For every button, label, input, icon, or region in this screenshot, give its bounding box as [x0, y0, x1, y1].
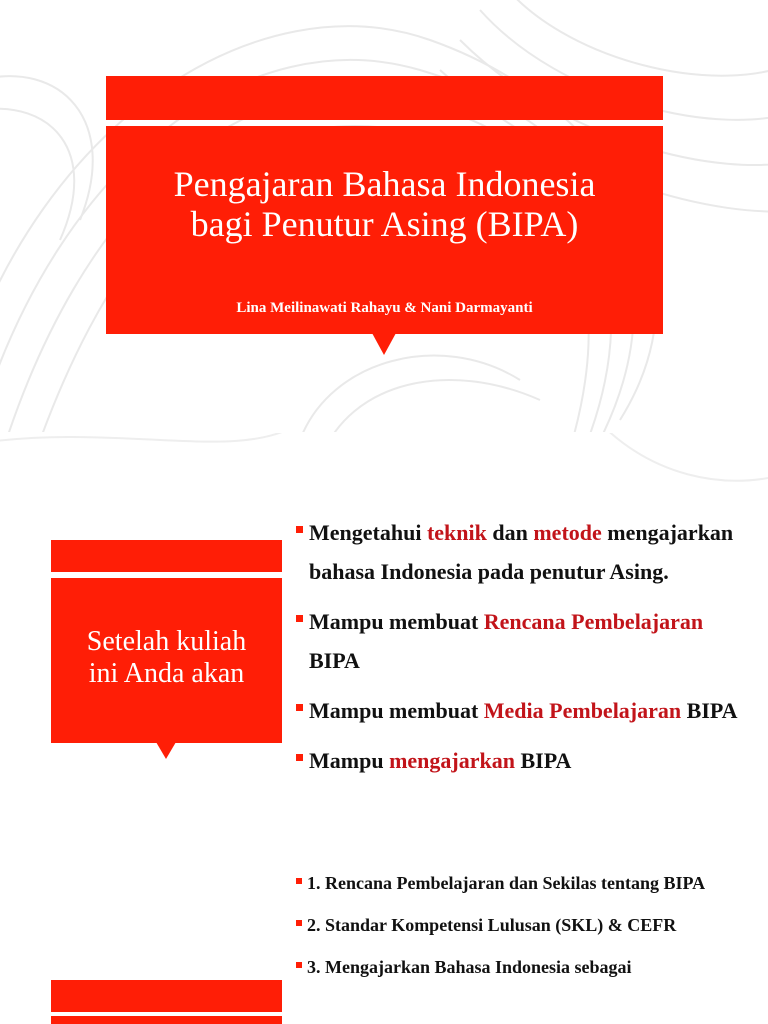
- authors-subtitle: Lina Meilinawati Rahayu & Nani Darmayanti: [236, 300, 533, 316]
- objective-text: mengajarkan bahasa Indonesia pada penutur Asing.: [309, 520, 734, 584]
- objective-highlight: teknik: [426, 520, 487, 545]
- title-slide: [0, 0, 768, 432]
- side-title-box: [51, 578, 282, 743]
- objective-item: [296, 691, 756, 730]
- title-box: [106, 126, 663, 334]
- objective-highlight: Rencana Pembelajaran: [483, 609, 704, 634]
- bullet-square-icon: [296, 920, 302, 926]
- bullet-square-icon: [296, 754, 303, 761]
- bullet-square-icon: [296, 704, 303, 711]
- objectives-list: [296, 513, 756, 791]
- agenda-item-text: 3. Mengajarkan Bahasa Indonesia sebagai: [307, 957, 632, 977]
- objective-text: BIPA: [309, 648, 360, 673]
- bullet-square-icon: [296, 962, 302, 968]
- objective-highlight: Media Pembelajaran: [483, 698, 682, 723]
- agenda-item: [296, 908, 756, 942]
- objective-text: BIPA: [514, 748, 572, 773]
- side-box-pointer: [156, 742, 176, 759]
- agenda-item-text: 1. Rencana Pembelajaran dan Sekilas tentang BIPA: [307, 873, 706, 893]
- agenda-item: [296, 950, 756, 984]
- presentation-title: [106, 164, 663, 244]
- objective-text: Mampu membuat: [309, 698, 484, 723]
- objective-text: BIPA: [681, 698, 738, 723]
- agenda-list: [296, 866, 756, 992]
- agenda-slide: [0, 866, 768, 1024]
- title-line-2: bagi Penutur Asing (BIPA): [190, 204, 579, 244]
- objective-text: dan: [486, 520, 534, 545]
- title-box-pointer: [372, 333, 396, 355]
- title-line-1: Pengajaran Bahasa Indonesia: [173, 164, 596, 204]
- agenda-header-bar: [51, 980, 282, 1012]
- agenda-title-box: [51, 1016, 282, 1024]
- agenda-item: [296, 866, 756, 900]
- objective-highlight: mengajarkan: [389, 748, 515, 773]
- objective-text: Mampu: [309, 748, 390, 773]
- objective-text: Mengetahui: [309, 520, 427, 545]
- bullet-square-icon: [296, 878, 302, 884]
- bullet-square-icon: [296, 615, 303, 622]
- side-title: [51, 626, 282, 690]
- objective-highlight: metode: [533, 520, 602, 545]
- side-header-bar: [51, 540, 282, 572]
- objective-item: [296, 513, 756, 591]
- objectives-slide: [0, 433, 768, 865]
- agenda-item-text: 2. Standar Kompetensi Lulusan (SKL) & CEFR: [307, 915, 677, 935]
- title-header-bar: [106, 76, 663, 120]
- objective-text: Mampu membuat: [309, 609, 484, 634]
- bullet-square-icon: [296, 526, 303, 533]
- side-title-line-1: Setelah kuliah: [86, 626, 247, 657]
- objective-item: [296, 741, 756, 780]
- side-title-line-2: ini Anda akan: [88, 658, 245, 689]
- objective-item: [296, 602, 756, 680]
